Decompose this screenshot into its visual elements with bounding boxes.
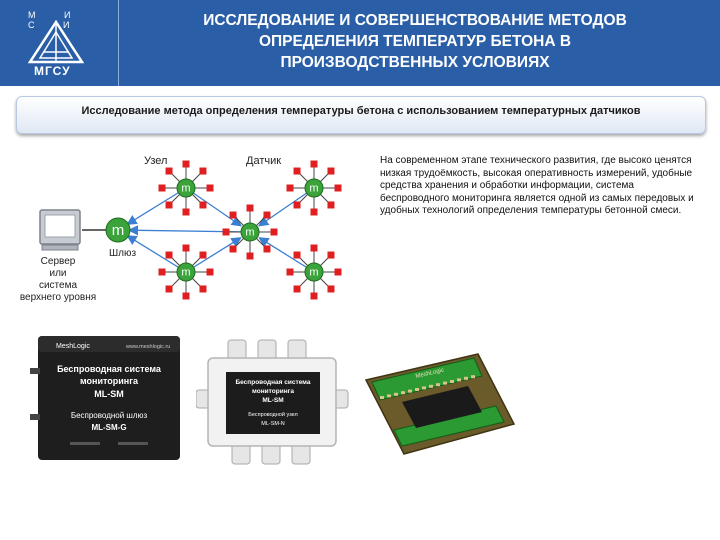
mesh-link-0 (127, 188, 186, 224)
sensor-square (311, 293, 318, 300)
board-pin (457, 378, 461, 381)
mesh-node-icon-glyph: m (309, 266, 319, 279)
sensor-square (327, 252, 334, 259)
sensor-square (311, 161, 318, 168)
node-line2: мониторинга (252, 388, 294, 395)
sensor-square (199, 252, 206, 259)
sensor-square (230, 245, 237, 252)
title-line-1: ИССЛЕДОВАНИЕ И СОВЕРШЕНСТВОВАНИЕ МЕТОДОВ (203, 12, 627, 29)
sensor-square (199, 168, 206, 175)
sensor-square (335, 185, 342, 192)
sensor-square (271, 229, 278, 236)
label-node: Узел (144, 155, 168, 167)
label-server-1: Сервер (40, 256, 76, 267)
sensor-square (159, 185, 166, 192)
sensor-square (294, 201, 301, 208)
logo-letters: М И С И (28, 10, 84, 30)
sensor-square (207, 185, 214, 192)
title-line-3: ПРОИЗВОДСТВЕННЫХ УСЛОВИЯХ (280, 54, 550, 71)
sensor-square (159, 269, 166, 276)
board-pin (387, 394, 391, 397)
sensor-square (287, 185, 294, 192)
node-line1: Беспроводная система (235, 379, 311, 386)
description-text: На современном этапе технического развития, где высоко ценятся низкая трудоёмкость, высокая оперативность измерений, удобные средства хранения и обработки информации, система беспроводного мониторинга является одной из самых передовых и удобных технологий определения температуры бетонной смеси. (380, 155, 694, 217)
sensor-square (287, 269, 294, 276)
logo-text: МГСУ (34, 64, 71, 78)
node-device-photo (196, 338, 352, 468)
sensor-square (183, 209, 190, 216)
sensor-square (166, 285, 173, 292)
label-server-4: верхнего уровня (19, 292, 97, 303)
board-pin (443, 382, 447, 385)
sensor-square (327, 168, 334, 175)
label-server-3: система (38, 280, 78, 291)
sensor-square (199, 285, 206, 292)
sensor-square (294, 285, 301, 292)
gw-line1: Беспроводная система (57, 364, 161, 374)
board-pin (394, 393, 398, 396)
mesh-node-icon-glyph: m (309, 182, 319, 195)
logo-emblem-icon (26, 20, 86, 66)
sensor-square (166, 168, 173, 175)
sensor-square (166, 201, 173, 208)
node-sub1: Беспроводной узел (248, 412, 298, 418)
node-sub2: ML-SM-N (261, 421, 285, 427)
sensor-square (335, 269, 342, 276)
mesh-node-icon-glyph: m (245, 226, 255, 239)
sensor-square (327, 285, 334, 292)
board-pin (401, 391, 405, 394)
node-model: ML-SM (262, 397, 284, 404)
mgsu-logo (0, 0, 119, 86)
label-sensor: Датчик (246, 155, 282, 167)
gw-model: ML-SM (94, 389, 124, 399)
sensor-square (199, 201, 206, 208)
label-server-2: или (49, 268, 67, 279)
mesh-link-6 (259, 188, 314, 226)
sensor-square (311, 245, 318, 252)
computer-icon (40, 210, 80, 250)
mesh-link-3 (127, 236, 186, 272)
sensor-square (294, 252, 301, 259)
board-pin (464, 377, 468, 380)
sensor-square (183, 245, 190, 252)
sensor-square (247, 253, 254, 260)
board-pin (415, 388, 419, 391)
mesh-node-icon-glyph: m (181, 266, 191, 279)
board-pin (380, 396, 384, 399)
mesh-link-5 (186, 188, 241, 226)
sensor-square (230, 212, 237, 219)
subtitle-text: Исследование метода определения температуры бетона с использованием температурных датчиков (81, 105, 641, 117)
gw-brand: MeshLogic (56, 343, 90, 350)
board-pin (450, 380, 454, 383)
board-pin (436, 383, 440, 386)
board-pin (408, 390, 412, 393)
mesh-node-icon-glyph: m (181, 182, 191, 195)
board-pin (429, 385, 433, 388)
sensor-square (207, 269, 214, 276)
gw-line2: мониторинга (79, 376, 139, 386)
gw-sub1: Беспроводной шлюз (70, 411, 148, 420)
gateway-device-photo (26, 332, 186, 464)
sensor-square (327, 201, 334, 208)
sensor-square (247, 205, 254, 212)
sensor-square (263, 245, 270, 252)
network-diagram (10, 148, 370, 320)
mesh-link-8 (259, 238, 314, 272)
page-title (130, 10, 700, 73)
circuit-board-photo (358, 350, 518, 460)
sensor-square (183, 293, 190, 300)
gw-url: www.meshlogic.ru (126, 344, 171, 350)
label-gateway: Шлюз (109, 248, 137, 259)
sensor-square (183, 161, 190, 168)
sensor-square (263, 212, 270, 219)
sensor-square (294, 168, 301, 175)
board-pin (471, 375, 475, 378)
mesh-link-7 (186, 238, 241, 272)
gw-sub2: ML-SM-G (91, 423, 127, 432)
board-brand: MeshLogic (415, 367, 445, 380)
sensor-square (166, 252, 173, 259)
subtitle-box (16, 96, 706, 134)
gateway-icon-glyph: m (111, 221, 125, 239)
board-pin (422, 386, 426, 389)
sensor-square (311, 209, 318, 216)
sensor-square (223, 229, 230, 236)
title-line-2: ОПРЕДЕЛЕНИЯ ТЕМПЕРАТУР БЕТОНА В (258, 33, 572, 50)
